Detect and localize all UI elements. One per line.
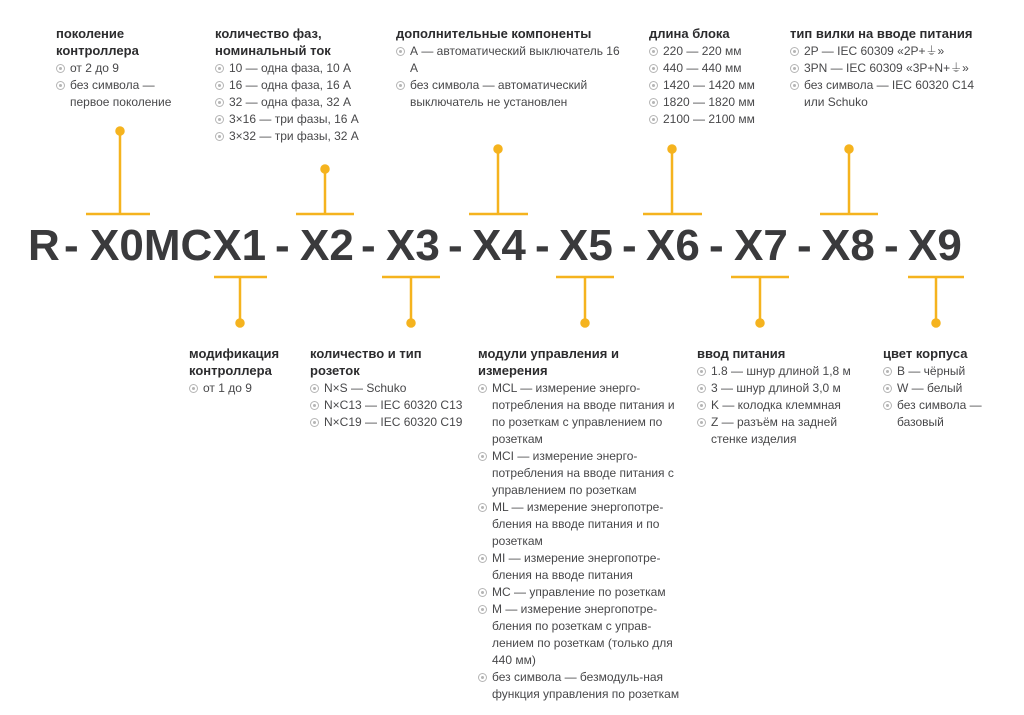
list-item xyxy=(310,380,470,397)
list-item-text: W — белый xyxy=(897,381,963,395)
block-socket-type xyxy=(310,345,470,431)
list-item-text: Z — разъём на задней стенке изделия xyxy=(711,415,838,446)
list-item xyxy=(649,111,779,128)
list-item-text: от 2 до 9 xyxy=(70,61,119,75)
bullet-icon xyxy=(56,64,65,73)
list-item xyxy=(215,111,385,128)
list-item-text: без символа — безмодуль-ная функция управления по розеткам xyxy=(492,670,680,701)
block-phases-current xyxy=(215,25,385,145)
list-item xyxy=(215,60,385,77)
bullet-icon xyxy=(697,367,706,376)
list-item-text: M — измерение энергопотре-бления по розеткам с управ-лением по розеткам (только для 440 мм) xyxy=(492,602,673,667)
code-x3: X3 xyxy=(386,221,440,270)
bullet-icon xyxy=(883,367,892,376)
list-item-text: N×C19 — IEC 60320 C19 xyxy=(324,415,463,429)
list-item-text: 10 — одна фаза, 10 А xyxy=(229,61,352,75)
block-title: количество и тип розеток xyxy=(310,346,422,378)
list-item xyxy=(697,380,872,397)
bullet-icon xyxy=(697,418,706,427)
list-item-text: 3PN — IEC 60309 «3P+N+⏚» xyxy=(804,61,969,75)
list-item xyxy=(883,397,1003,431)
list-item-text: А — автоматический выключатель 16 А xyxy=(410,44,620,75)
code-x2: X2 xyxy=(300,221,354,270)
list-item xyxy=(790,43,990,60)
list-item xyxy=(189,380,304,397)
list-item xyxy=(649,94,779,111)
list-item xyxy=(56,77,196,111)
list-item-text: 3 — шнур длиной 3,0 м xyxy=(711,381,841,395)
block-title: ввод питания xyxy=(697,346,786,361)
list-item-text: 32 — одна фаза, 32 А xyxy=(229,95,352,109)
list-item-text: 1.8 — шнур длиной 1,8 м xyxy=(711,364,851,378)
bullet-icon xyxy=(478,384,487,393)
block-additional-components xyxy=(396,25,621,111)
block-title: модификация контроллера xyxy=(189,346,280,378)
block-title: цвет корпуса xyxy=(883,346,968,361)
list-item-text: от 1 до 9 xyxy=(203,381,252,395)
list-item-text: ML — измерение энергопотре-бления на вводе питания и по розеткам xyxy=(492,500,664,548)
code-x7: X7 xyxy=(734,221,788,270)
list-item xyxy=(478,601,690,669)
bullet-icon xyxy=(790,64,799,73)
code-dash: - xyxy=(535,221,550,270)
block-controller-modification xyxy=(189,345,304,397)
code-x6: X6 xyxy=(646,221,700,270)
list-item-text: B — чёрный xyxy=(897,364,966,378)
list-item xyxy=(790,77,990,111)
bullet-icon xyxy=(478,554,487,563)
list-item-text: MCL — измерение энерго-потребления на вводе питания и по розеткам с управлением по розеткам xyxy=(492,381,675,446)
block-block-length xyxy=(649,25,779,128)
code-x9: X9 xyxy=(908,221,962,270)
block-title: длина блока xyxy=(649,26,730,41)
list-item xyxy=(56,60,196,77)
bullet-icon xyxy=(310,401,319,410)
code-dash: - xyxy=(622,221,637,270)
block-title: поколение контроллера xyxy=(56,26,139,58)
list-item-text: N×C13 — IEC 60320 C13 xyxy=(324,398,463,412)
bullet-icon xyxy=(649,81,658,90)
list-item xyxy=(478,550,690,584)
bullet-icon xyxy=(478,588,487,597)
code-dash: - xyxy=(709,221,724,270)
list-item-text: MC — управление по розеткам xyxy=(492,585,666,599)
list-item xyxy=(310,414,470,431)
bullet-icon xyxy=(310,384,319,393)
block-title: модули управления и измерения xyxy=(478,346,619,378)
code-dash: - xyxy=(361,221,376,270)
list-item xyxy=(649,43,779,60)
list-item-text: без символа — первое поколение xyxy=(70,78,172,109)
bullet-icon xyxy=(478,452,487,461)
bullet-icon xyxy=(215,132,224,141)
list-item xyxy=(649,60,779,77)
list-item xyxy=(215,94,385,111)
bullet-icon xyxy=(396,81,405,90)
list-item-text: 1820 — 1820 мм xyxy=(663,95,755,109)
list-item xyxy=(883,363,1003,380)
bullet-icon xyxy=(215,115,224,124)
bullet-icon xyxy=(649,98,658,107)
code-dash: - xyxy=(448,221,463,270)
list-item xyxy=(310,397,470,414)
list-item-text: без символа — базовый xyxy=(897,398,982,429)
list-item xyxy=(478,499,690,550)
bullet-icon xyxy=(697,384,706,393)
bullet-icon xyxy=(396,47,405,56)
code-x8: X8 xyxy=(821,221,875,270)
list-item-text: 3×16 — три фазы, 16 А xyxy=(229,112,359,126)
code-x5: X5 xyxy=(559,221,613,270)
block-title: количество фаз, номинальный ток xyxy=(215,26,331,58)
bullet-icon xyxy=(478,673,487,682)
list-item xyxy=(396,77,621,111)
list-item-text: 2P — IEC 60309 «2P+⏚» xyxy=(804,44,945,58)
block-power-input xyxy=(697,345,872,448)
bullet-icon xyxy=(478,605,487,614)
bullet-icon xyxy=(790,47,799,56)
code-x0mcx1: X0MCX1 xyxy=(90,221,267,270)
list-item xyxy=(478,584,690,601)
list-item-text: MI — измерение энергопотре-бления на вводе питания xyxy=(492,551,661,582)
code-x4: X4 xyxy=(472,221,526,270)
list-item-text: K — колодка клеммная xyxy=(711,398,841,412)
bullet-icon xyxy=(215,64,224,73)
code-dash: - xyxy=(275,221,290,270)
list-item xyxy=(478,380,690,448)
list-item-text: 440 — 440 мм xyxy=(663,61,742,75)
block-control-modules xyxy=(478,345,690,703)
list-item xyxy=(649,77,779,94)
bullet-icon xyxy=(56,81,65,90)
list-item-text: 16 — одна фаза, 16 А xyxy=(229,78,352,92)
list-item-text: 1420 — 1420 мм xyxy=(663,78,755,92)
bullet-icon xyxy=(478,503,487,512)
list-item xyxy=(478,448,690,499)
list-item xyxy=(697,414,872,448)
list-item xyxy=(215,128,385,145)
list-item xyxy=(883,380,1003,397)
list-item xyxy=(396,43,621,77)
list-item-text: 220 — 220 мм xyxy=(663,44,742,58)
list-item-text: без символа — автоматический выключатель не установлен xyxy=(410,78,588,109)
block-controller-generation xyxy=(56,25,196,111)
bullet-icon xyxy=(697,401,706,410)
bullet-icon xyxy=(189,384,198,393)
list-item-text: 3×32 — три фазы, 32 А xyxy=(229,129,359,143)
bullet-icon xyxy=(790,81,799,90)
list-item xyxy=(215,77,385,94)
list-item-text: без символа — IEC 60320 C14 или Schuko xyxy=(804,78,974,109)
list-item-text: N×S — Schuko xyxy=(324,381,407,395)
block-plug-type xyxy=(790,25,990,111)
block-housing-color xyxy=(883,345,1003,431)
bullet-icon xyxy=(649,47,658,56)
bullet-icon xyxy=(649,64,658,73)
block-title: дополнительные компоненты xyxy=(396,26,592,41)
list-item xyxy=(790,60,990,77)
bullet-icon xyxy=(215,98,224,107)
code-r: R xyxy=(28,221,60,270)
code-dash: - xyxy=(884,221,899,270)
list-item-text: 2100 — 2100 мм xyxy=(663,112,755,126)
bullet-icon xyxy=(649,115,658,124)
bullet-icon xyxy=(883,401,892,410)
code-dash: - xyxy=(797,221,812,270)
list-item-text: MCI — измерение энерго-потребления на вводе питания с управлением по розеткам xyxy=(492,449,674,497)
bullet-icon xyxy=(883,384,892,393)
bullet-icon xyxy=(310,418,319,427)
list-item xyxy=(697,397,872,414)
code-dash: - xyxy=(64,221,79,270)
list-item xyxy=(697,363,872,380)
list-item xyxy=(478,669,690,703)
bullet-icon xyxy=(215,81,224,90)
block-title: тип вилки на вводе питания xyxy=(790,26,973,41)
